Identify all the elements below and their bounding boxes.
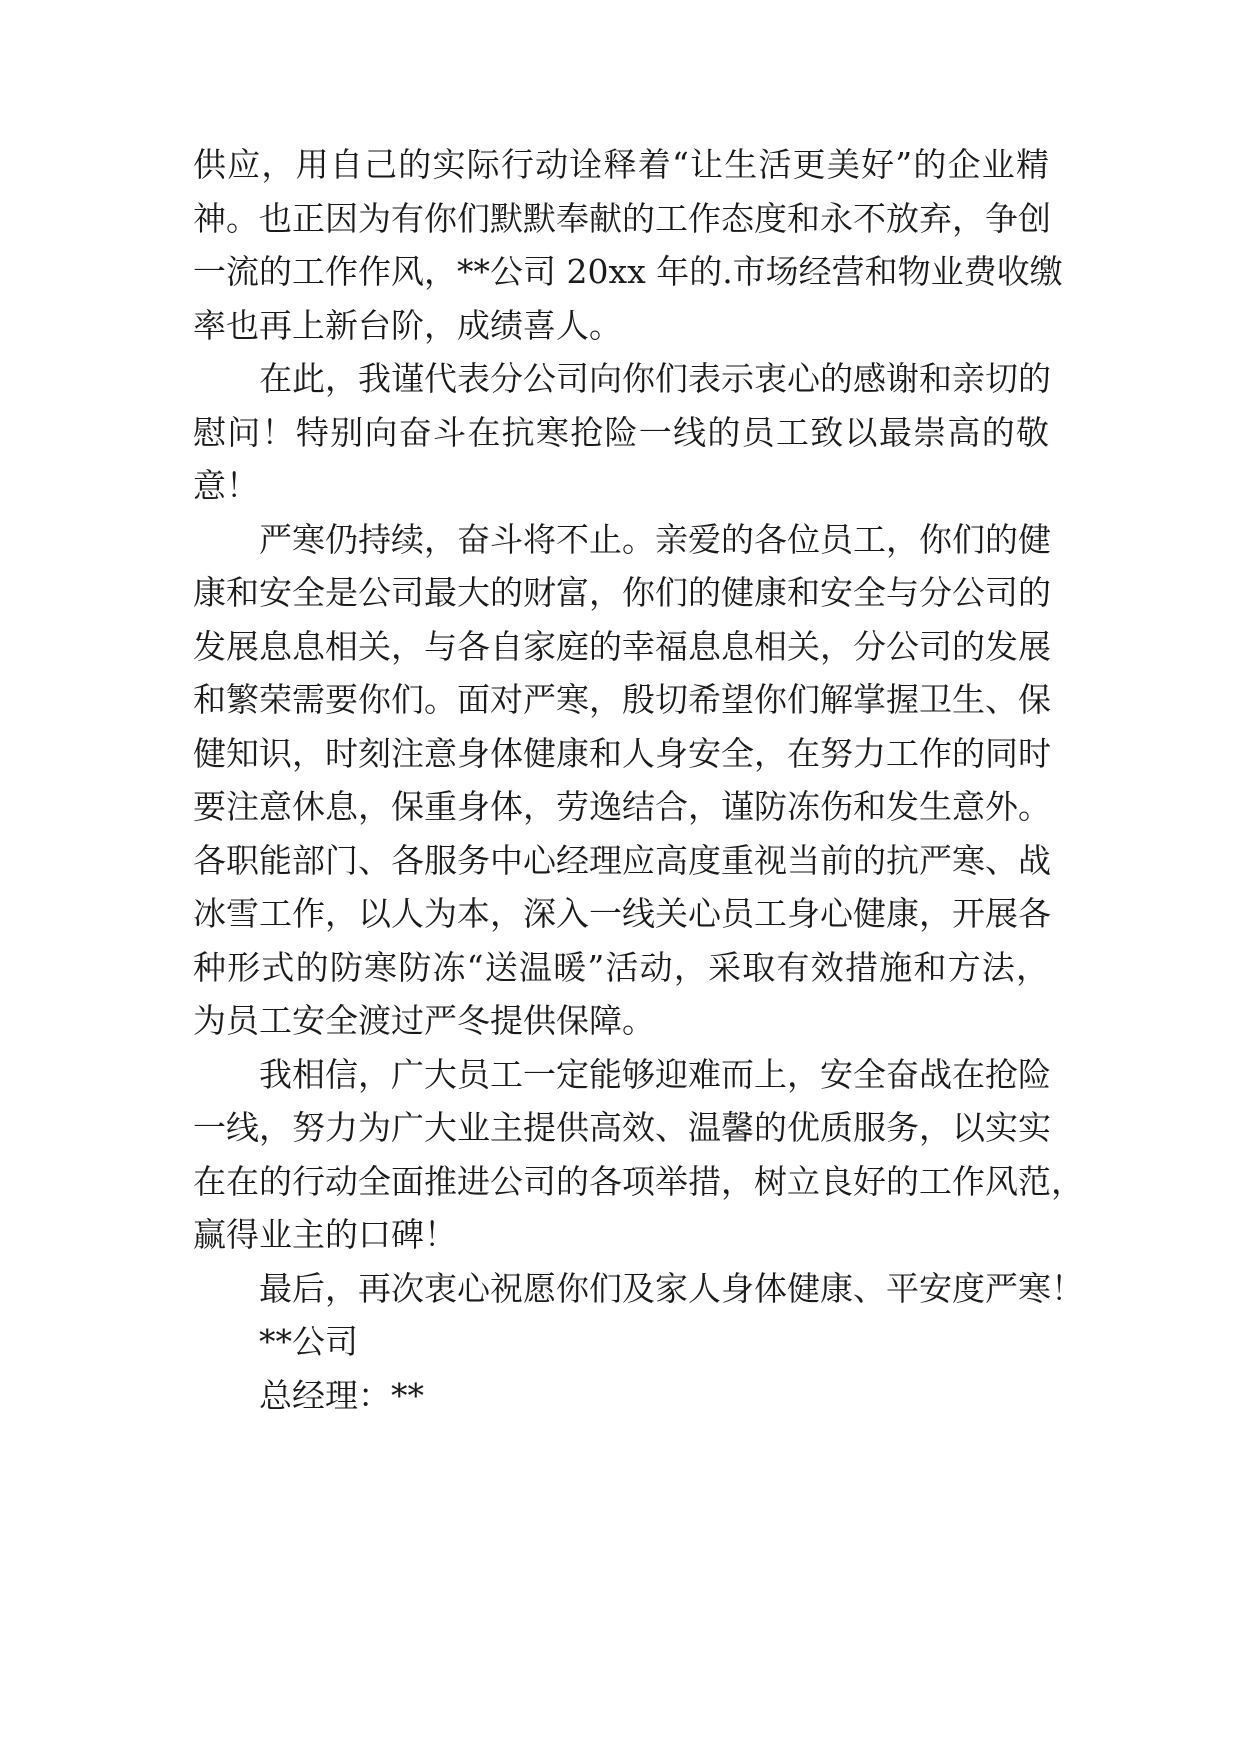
text-line: 一流的工作作风，**公司 20xx 年的.市场经营和物业费收缴 bbox=[193, 252, 1063, 291]
text-line: 发展息息相关，与各自家庭的幸福息息相关，分公司的发展 bbox=[193, 627, 1051, 666]
paragraph-first-line: 严寒仍持续，奋斗将不止。亲爱的各位员工，你们的健 bbox=[259, 520, 1051, 559]
text-line: 神。也正因为有你们默默奉献的工作态度和永不放弃，争创 bbox=[193, 199, 1051, 238]
paragraph-first-line: 我相信，广大员工一定能够迎难而上，安全奋战在抢险 bbox=[259, 1055, 1051, 1094]
text-line: 康和安全是公司最大的财富，你们的健康和安全与分公司的 bbox=[193, 573, 1051, 612]
text-line: 为员工安全渡过严冬提供保障。 bbox=[193, 1001, 655, 1040]
text-line: 慰问！特别向奋斗在抗寒抢险一线的员工致以最崇高的敬 bbox=[193, 413, 1049, 452]
text-line: 供应，用自己的实际行动诠释着“让生活更美好”的企业精 bbox=[193, 145, 1049, 184]
closing-wish: 最后，再次衷心祝愿你们及家人身体健康、平安度严寒！ bbox=[259, 1269, 1084, 1308]
text-line: 在在的行动全面推进公司的各项举措，树立良好的工作风范， bbox=[193, 1162, 1084, 1201]
text-line: 意！ bbox=[193, 466, 259, 505]
signature-company: **公司 bbox=[259, 1322, 358, 1361]
text-line: 冰雪工作，以人为本，深入一线关心员工身心健康，开展各 bbox=[193, 894, 1051, 933]
text-line: 种形式的防寒防冻“送温暖”活动，采取有效措施和方法， bbox=[193, 948, 1049, 987]
text-line: 要注意休息，保重身体，劳逸结合，谨防冻伤和发生意外。 bbox=[193, 787, 1051, 826]
text-line: 率也再上新台阶，成绩喜人。 bbox=[193, 306, 622, 345]
text-line: 各职能部门、各服务中心经理应高度重视当前的抗严寒、战 bbox=[193, 841, 1051, 880]
signature-manager: 总经理：** bbox=[259, 1376, 424, 1415]
text-line: 健知识，时刻注意身体健康和人身安全，在努力工作的同时 bbox=[193, 734, 1051, 773]
paragraph-first-line: 在此，我谨代表分公司向你们表示衷心的感谢和亲切的 bbox=[259, 359, 1051, 398]
text-line: 和繁荣需要你们。面对严寒，殷切希望你们解掌握卫生、保 bbox=[193, 680, 1051, 719]
text-line: 一线，努力为广大业主提供高效、温馨的优质服务，以实实 bbox=[193, 1108, 1051, 1147]
text-line: 赢得业主的口碑！ bbox=[193, 1215, 457, 1254]
